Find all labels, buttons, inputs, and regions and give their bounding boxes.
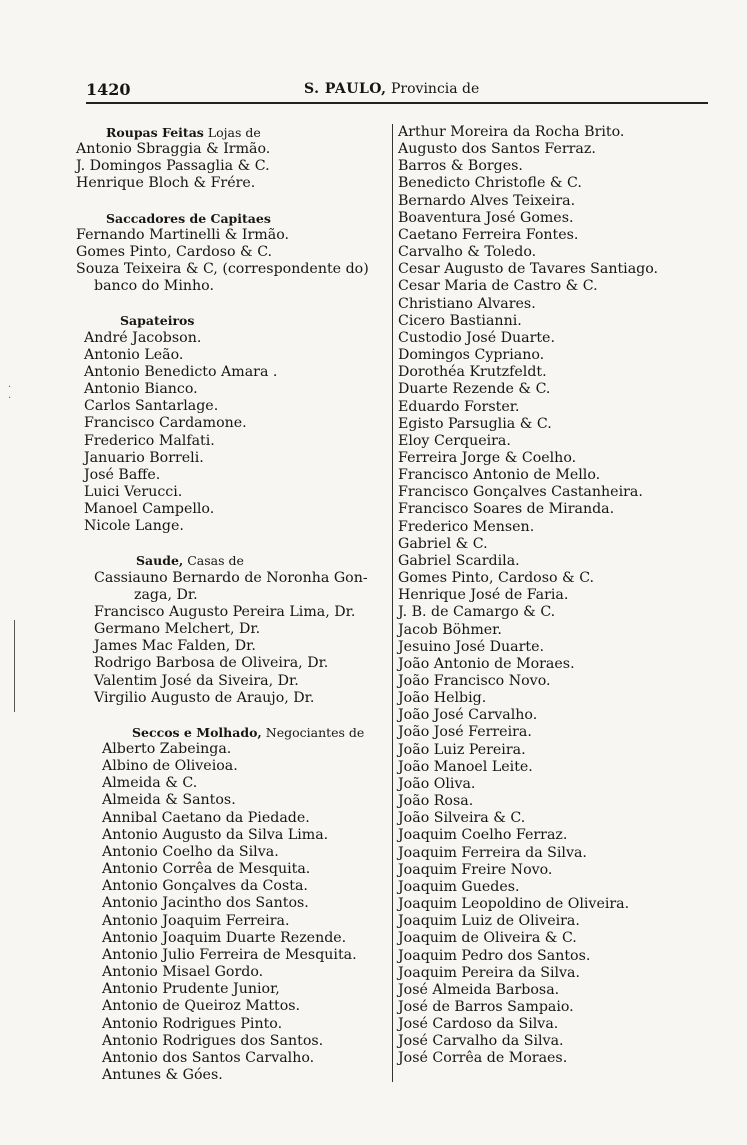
list-item: André Jacobson. xyxy=(84,329,202,346)
list-item: Joaquim Leopoldino de Oliveira. xyxy=(398,896,630,913)
running-header xyxy=(86,80,708,102)
section-heading: Saude, Casas de xyxy=(136,553,244,569)
list-item: Rodrigo Barbosa de Oliveira, Dr. xyxy=(94,655,329,672)
list-item: Benedicto Christofle & C. xyxy=(398,175,582,192)
list-item: Joaquim Freire Novo. xyxy=(398,861,553,878)
list-item: Henrique José de Faria. xyxy=(398,587,569,604)
list-item: zaga, Dr. xyxy=(134,586,198,603)
list-item: Antonio Sbraggia & Irmão. xyxy=(76,141,271,158)
list-item: Joaquim Coelho Ferraz. xyxy=(398,827,568,844)
list-item: Antunes & Góes. xyxy=(102,1066,223,1083)
list-item: Antonio Corrêa de Mesquita. xyxy=(102,861,311,878)
list-item: Ferreira Jorge & Coelho. xyxy=(398,449,577,466)
list-item: Joaquim Luiz de Oliveira. xyxy=(398,913,580,930)
list-item: Joaquim de Oliveira & C. xyxy=(398,930,577,947)
list-item: Francisco Antonio de Mello. xyxy=(398,467,601,484)
list-item: Antonio de Queiroz Mattos. xyxy=(102,998,301,1015)
list-item: Francisco Cardamone. xyxy=(84,415,247,432)
list-item: Antonio Misael Gordo. xyxy=(102,964,264,981)
list-item: João Helbig. xyxy=(398,690,487,707)
header-rule xyxy=(86,102,708,104)
list-item: Joaquim Guedes. xyxy=(398,878,520,895)
list-item: Gomes Pinto, Cardoso & C. xyxy=(398,570,595,587)
list-item: João José Ferreira. xyxy=(398,724,532,741)
list-item: João Francisco Novo. xyxy=(398,673,551,689)
list-item: Augusto dos Santos Ferraz. xyxy=(398,141,596,158)
list-item: Antonio Augusto da Silva Lima. xyxy=(102,826,329,843)
running-title-subtitle: Provincia de xyxy=(391,81,480,97)
list-item: João Silveira & C. xyxy=(398,810,526,827)
list-item: Joaquim Pereira da Silva. xyxy=(398,964,581,981)
list-item: João Oliva. xyxy=(398,775,476,792)
list-item: Egisto Parsuglia & C. xyxy=(398,415,552,432)
list-item: Gomes Pinto, Cardoso & C. xyxy=(76,243,273,260)
list-item: Carvalho & Toledo. xyxy=(398,244,537,261)
list-item: Barros & Borges. xyxy=(398,158,523,175)
running-title xyxy=(304,81,479,97)
list-item: Christiano Alvares. xyxy=(398,295,536,312)
list-item: J. B. de Camargo & C. xyxy=(398,604,556,621)
list-item: Domingos Cypriano. xyxy=(398,347,545,364)
list-item: Cesar Augusto de Tavares Santiago. xyxy=(398,261,659,278)
list-item: Henrique Bloch & Frére. xyxy=(76,175,256,192)
list-item: banco do Minho. xyxy=(94,278,214,295)
right-column xyxy=(398,124,688,1068)
list-item: Antonio Joaquim Duarte Rezende. xyxy=(102,929,347,946)
list-item: João José Carvalho. xyxy=(398,707,538,724)
list-item: Nicole Lange. xyxy=(84,518,184,535)
section-sapateiros xyxy=(76,312,390,535)
list-item: Francisco Augusto Pereira Lima, Dr. xyxy=(94,603,356,620)
list-item: João Manoel Leite. xyxy=(398,758,533,775)
list-item: Cassiauno Bernardo de Noronha Gon- xyxy=(94,569,368,586)
list-item: Carlos Santarlage. xyxy=(84,398,219,415)
list-item: Germano Melchert, Dr. xyxy=(94,621,261,638)
list-item: José Almeida Barbosa. xyxy=(398,981,560,998)
list-item: Gabriel & C. xyxy=(398,535,488,552)
list-item: Valentim José da Siveira, Dr. xyxy=(94,672,299,689)
list-item: Francisco Soares de Miranda. xyxy=(398,501,615,518)
list-item: José de Barros Sampaio. xyxy=(398,998,574,1015)
list-item: Frederico Mensen. xyxy=(398,518,535,535)
page-number: 1420 xyxy=(86,80,131,99)
section-saude xyxy=(76,552,390,706)
list-item: Gabriel Scardila. xyxy=(398,552,520,569)
list-item: Souza Teixeira & C, (correspondente do) xyxy=(76,261,369,278)
left-column xyxy=(76,124,390,1084)
section-heading: Sapateiros xyxy=(120,313,195,329)
list-item: Dorothéa Krutzfeldt. xyxy=(398,364,547,381)
list-item: Boaventura José Gomes. xyxy=(398,209,574,226)
list-item: Eloy Cerqueira. xyxy=(398,432,511,449)
column-divider xyxy=(392,124,393,1082)
list-item: Almeida & Santos. xyxy=(102,792,236,809)
section-saccadores xyxy=(76,210,390,296)
list-item: Jacob Böhmer. xyxy=(398,621,502,638)
margin-mark-line xyxy=(14,620,15,712)
section-heading: Seccos e Molhado, Negociantes de xyxy=(132,724,365,740)
list-item: Manoel Campello. xyxy=(84,501,215,518)
list-item: Cicero Bastianni. xyxy=(398,312,522,329)
list-item: Antonio Bianco. xyxy=(84,381,198,398)
list-item: Antonio Julio Ferreira de Mesquita. xyxy=(102,946,357,963)
list-item: Caetano Ferreira Fontes. xyxy=(398,226,579,243)
margin-mark-dots: · · xyxy=(8,382,12,404)
list-item: Antonio Joaquim Ferreira. xyxy=(102,912,290,929)
section-roupas-feitas xyxy=(76,124,390,193)
list-item: Antonio Rodrigues dos Santos. xyxy=(102,1032,324,1049)
list-item: José Carvalho da Silva. xyxy=(398,1033,564,1050)
list-item: Francisco Gonçalves Castanheira. xyxy=(398,484,643,501)
running-title-place: S. PAULO, xyxy=(304,81,387,97)
list-item: Januario Borreli. xyxy=(84,449,204,466)
list-item: Bernardo Alves Teixeira. xyxy=(398,192,576,209)
list-item: Alberto Zabeinga. xyxy=(102,741,232,757)
list-item: Antonio Rodrigues Pinto. xyxy=(102,1015,283,1032)
list-item: João Rosa. xyxy=(398,793,474,810)
list-item: Luici Verucci. xyxy=(84,483,183,500)
list-item: José Baffe. xyxy=(84,466,161,483)
list-item: Albino de Oliveioa. xyxy=(102,758,238,775)
list-item: J. Domingos Passaglia & C. xyxy=(76,158,270,175)
list-item: Fernando Martinelli & Irmão. xyxy=(76,226,290,243)
list-item: Antonio Prudente Junior, xyxy=(102,981,280,998)
list-item: Cesar Maria de Castro & C. xyxy=(398,278,598,295)
list-item: Duarte Rezende & C. xyxy=(398,381,551,398)
list-item: Eduardo Forster. xyxy=(398,398,520,415)
list-item: James Mac Falden, Dr. xyxy=(94,638,256,655)
list-item: Antonio Leão. xyxy=(84,346,184,363)
list-item: Antonio Jacintho dos Santos. xyxy=(102,895,309,912)
section-heading: Roupas Feitas Lojas de xyxy=(106,125,261,140)
section-seccos-molhado xyxy=(76,724,390,1084)
list-item: Jesuino José Duarte. xyxy=(398,638,545,655)
list-item: Joaquim Pedro dos Santos. xyxy=(398,947,591,964)
list-item: Antonio Gonçalves da Costa. xyxy=(102,878,308,895)
list-item: João Antonio de Moraes. xyxy=(398,655,575,672)
list-item: Almeida & C. xyxy=(102,775,198,792)
list-item: José Cardoso da Silva. xyxy=(398,1016,559,1033)
list-item: Joaquim Ferreira da Silva. xyxy=(398,844,587,861)
list-item: Arthur Moreira da Rocha Brito. xyxy=(398,124,625,140)
list-item: Antonio dos Santos Carvalho. xyxy=(102,1049,315,1066)
list-item: João Luiz Pereira. xyxy=(398,741,526,758)
list-item: Antonio Coelho da Silva. xyxy=(102,843,279,860)
list-item: José Corrêa de Moraes. xyxy=(398,1050,568,1067)
section-heading: Saccadores de Capitaes xyxy=(106,210,271,226)
list-item: Custodio José Duarte. xyxy=(398,329,555,346)
list-item: Frederico Malfati. xyxy=(84,432,215,449)
list-item: Annibal Caetano da Piedade. xyxy=(102,809,310,826)
list-item: Virgilio Augusto de Araujo, Dr. xyxy=(94,689,315,706)
list-item: Antonio Benedicto Amara . xyxy=(84,363,278,380)
